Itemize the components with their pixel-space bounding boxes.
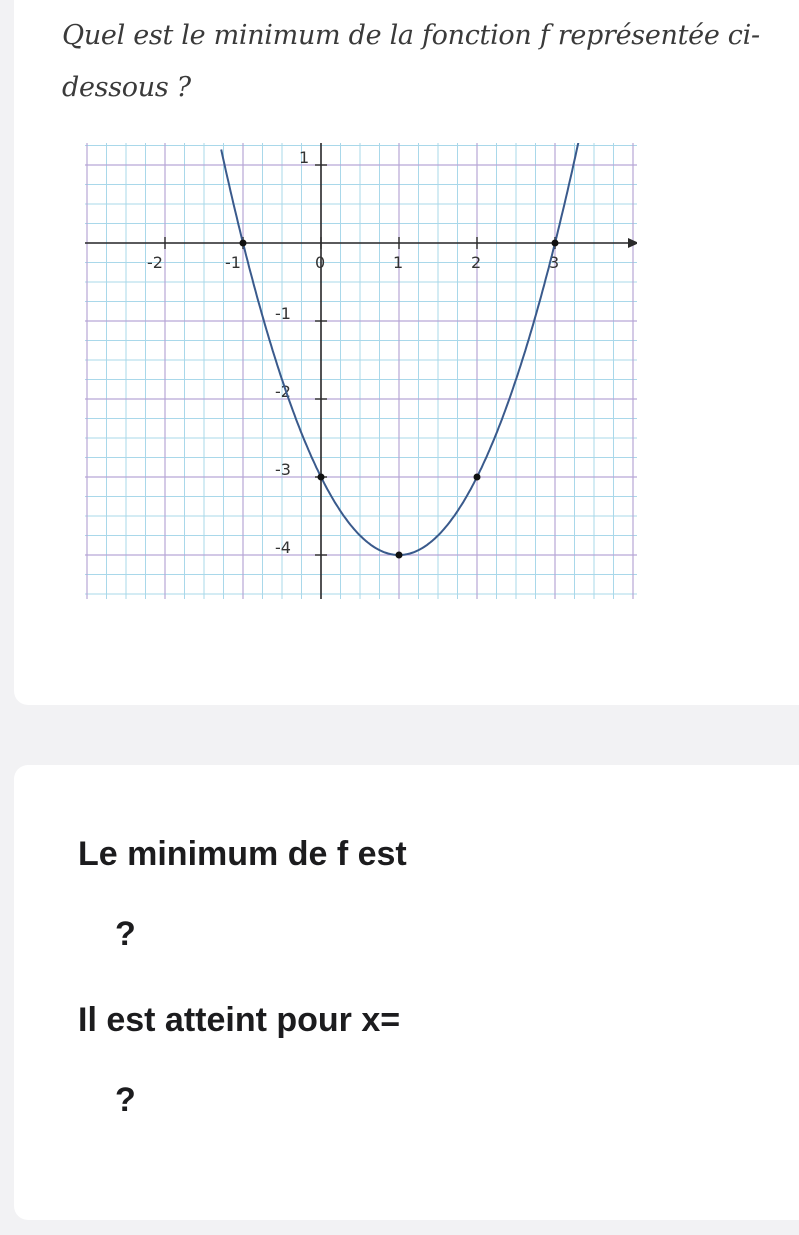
- x-value-label: Il est atteint pour x=: [78, 1001, 401, 1039]
- x-tick-label: 2: [471, 253, 482, 272]
- marked-point: [474, 474, 481, 481]
- parabola-curve: [221, 143, 580, 555]
- marked-point: [396, 552, 403, 559]
- function-graph: [69, 143, 637, 628]
- y-tick-label: -1: [275, 304, 291, 323]
- minimum-label: Le minimum de f est: [78, 835, 407, 873]
- question-text: Quel est le minimum de la fonction f représentée ci-dessous ?: [62, 20, 760, 103]
- y-tick-label: -3: [275, 460, 291, 479]
- minimum-answer-blank[interactable]: ?: [115, 915, 136, 953]
- x-tick-label: 3: [549, 253, 560, 272]
- marked-point: [552, 240, 559, 247]
- y-tick-label: -2: [275, 382, 291, 401]
- x-tick-label: -2: [147, 253, 163, 272]
- question-card: [14, 0, 799, 705]
- y-tick-label: -4: [275, 538, 291, 557]
- x-value-answer-blank[interactable]: ?: [115, 1081, 136, 1119]
- x-tick-label: 1: [393, 253, 404, 272]
- x-tick-label: 0: [315, 253, 326, 272]
- answer-card: [14, 765, 799, 1220]
- marked-point: [318, 474, 325, 481]
- x-tick-label: -1: [225, 253, 241, 272]
- marked-point: [240, 240, 247, 247]
- y-tick-label: 1: [299, 148, 310, 167]
- graph-svg: [69, 143, 637, 623]
